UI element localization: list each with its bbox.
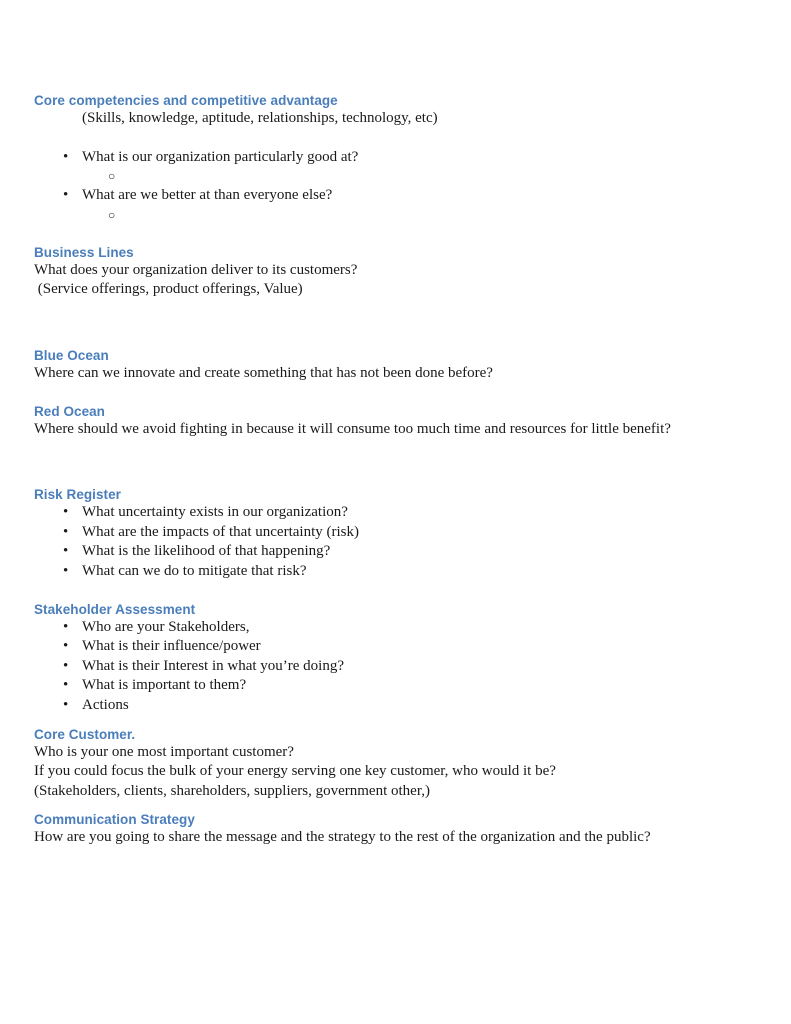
list-item [34, 542, 734, 562]
section-heading-red-ocean: Red Ocean [34, 403, 105, 419]
core-customer-line-2: If you could focus the bulk of your energy serving one key customer, who would it be? [34, 763, 556, 780]
bullet-icon: • [63, 523, 69, 540]
list-item-label: Who are your Stakeholders, [82, 618, 250, 635]
list-item [34, 562, 734, 582]
list-item [34, 618, 734, 638]
bullet-icon: • [63, 187, 69, 204]
bullet-icon: • [63, 677, 69, 694]
list-item-label: What is the likelihood of that happening? [82, 543, 331, 560]
stakeholder-bullet-list [34, 618, 734, 716]
bullet-icon: • [63, 638, 69, 655]
list-item [34, 186, 734, 206]
list-item [34, 503, 734, 523]
list-item-label: What are we better at than everyone else? [82, 187, 333, 204]
blue-ocean-line-1: Where can we innovate and create something that has not been done before? [34, 364, 493, 381]
business-lines-line-2: (Service offerings, product offerings, Value) [34, 281, 303, 298]
section-heading-business-lines: Business Lines [34, 244, 134, 260]
spacer [34, 300, 734, 347]
spacer [34, 225, 734, 244]
red-ocean-line-1: Where should we avoid fighting in because it will consume too much time and resources for little benefit? [34, 420, 671, 437]
sub-bullet-icon: ○ [108, 207, 116, 222]
section-stakeholder-assessment [34, 601, 734, 716]
communication-strategy-line-1: How are you going to share the message and the strategy to the rest of the organization and the public? [34, 829, 651, 846]
section-heading-blue-ocean: Blue Ocean [34, 347, 109, 363]
bullet-icon: • [63, 148, 69, 165]
list-item [34, 676, 734, 696]
spacer [34, 801, 734, 811]
bullet-icon: • [63, 618, 69, 635]
list-item [34, 523, 734, 543]
core-customer-line-3: (Stakeholders, clients, shareholders, suppliers, government other,) [34, 782, 430, 799]
spacer [34, 582, 734, 601]
sub-bullet-icon: ○ [108, 169, 116, 184]
list-item-label: What is important to them? [82, 677, 247, 694]
list-item-label: What uncertainty exists in our organization? [82, 504, 348, 521]
list-item [34, 637, 734, 657]
list-item-label: What can we do to mitigate that risk? [82, 562, 307, 579]
bullet-icon: • [63, 657, 69, 674]
section-heading-risk-register: Risk Register [34, 487, 121, 503]
section-business-lines [34, 244, 734, 300]
spacer [34, 716, 734, 726]
spacer [34, 384, 734, 403]
core-competencies-subtitle: (Skills, knowledge, aptitude, relationships, technology, etc) [82, 110, 438, 126]
core-competencies-bullet-list [34, 148, 734, 225]
section-heading-communication-strategy: Communication Strategy [34, 812, 195, 828]
list-item-label: What is our organization particularly good at? [82, 148, 359, 165]
bullet-icon: • [63, 543, 69, 560]
section-risk-register [34, 486, 734, 581]
list-item-label: Actions [82, 696, 129, 713]
document-body [34, 92, 734, 848]
risk-register-bullet-list [34, 503, 734, 581]
spacer [34, 129, 734, 148]
core-customer-line-1: Who is your one most important customer? [34, 743, 294, 760]
section-communication-strategy [34, 811, 734, 848]
section-core-customer [34, 726, 734, 802]
list-item-label: What is their Interest in what you’re doing? [82, 657, 345, 674]
list-item-label: What are the impacts of that uncertainty (risk) [82, 523, 359, 540]
section-blue-ocean [34, 347, 734, 384]
section-heading-stakeholder-assessment: Stakeholder Assessment [34, 601, 196, 617]
bullet-icon: • [63, 562, 69, 579]
list-item-sub [34, 206, 734, 225]
business-lines-line-1: What does your organization deliver to its customers? [34, 261, 358, 278]
section-heading-core-competencies: Core competencies and competitive advantage [34, 93, 338, 108]
list-item [34, 657, 734, 677]
list-item [34, 148, 734, 168]
bullet-icon: • [63, 504, 69, 521]
list-item [34, 696, 734, 716]
section-red-ocean [34, 403, 734, 440]
list-item-label: What is their influence/power [82, 638, 261, 655]
section-core-competencies [34, 92, 734, 225]
bullet-icon: • [63, 696, 69, 713]
list-item-sub [34, 167, 734, 186]
section-heading-core-customer: Core Customer. [34, 726, 136, 742]
spacer [34, 439, 734, 486]
